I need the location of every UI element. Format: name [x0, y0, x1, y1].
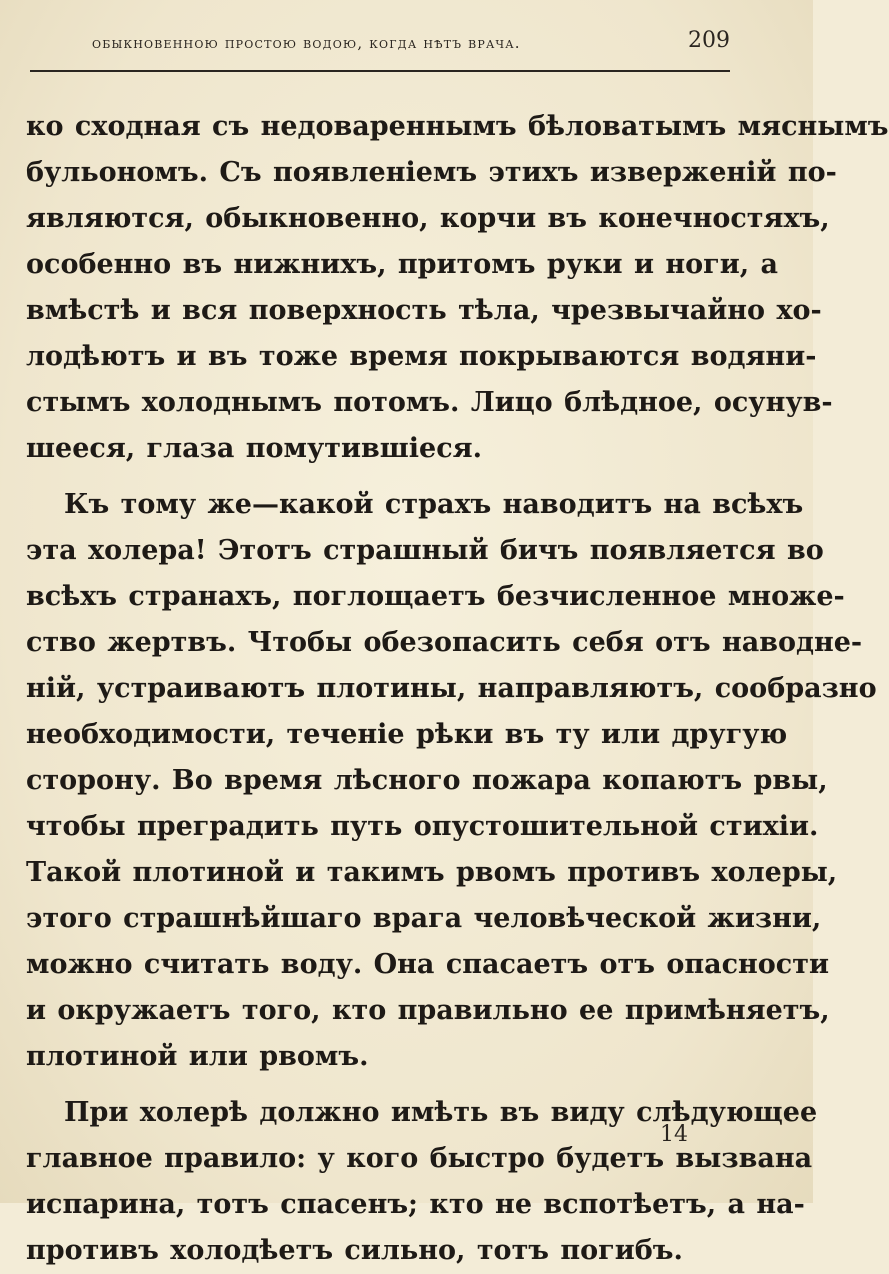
header-rule — [30, 70, 730, 72]
text-line: сторону. Во время лѣсного пожара копаютъ рвы, — [26, 765, 828, 796]
text-line: ко сходная съ недовареннымъ бѣловатымъ мяснымъ — [26, 111, 889, 142]
signature-mark: 14 — [660, 1122, 688, 1147]
text-line: этого страшнѣйшаго врага человѣческой жизни, — [26, 903, 822, 934]
paragraph-2 — [26, 482, 877, 1080]
paragraph-3 — [26, 1090, 818, 1274]
text-line: и окружаетъ того, кто правильно ее примѣняетъ, — [26, 995, 830, 1026]
text-line: Такой плотиной и такимъ рвомъ противъ холеры, — [26, 857, 838, 888]
text-line: необходимости, теченіе рѣки въ ту или другую — [26, 719, 788, 750]
text-line: плотиной или рвомъ. — [26, 1041, 369, 1072]
running-head — [30, 28, 730, 60]
text-line: чтобы преградить путь опустошительной стихіи. — [26, 811, 819, 842]
paragraph-gap — [26, 1080, 734, 1090]
text-line: являются, обыкновенно, корчи въ конечностяхъ, — [26, 203, 830, 234]
text-line: лодѣютъ и въ тоже время покрываются водяни- — [26, 341, 817, 372]
text-line: стымъ холоднымъ потомъ. Лицо блѣдное, осунув- — [26, 387, 833, 418]
text-line: особенно въ нижнихъ, притомъ руки и ноги, а — [26, 249, 779, 280]
body-text — [26, 104, 889, 1274]
text-line: главное правило: у кого быстро будетъ вызвана — [26, 1143, 813, 1174]
text-line: шееся, глаза помутившіеся. — [26, 433, 483, 464]
text-line: испарина, тотъ спасенъ; кто не вспотѣетъ, а на- — [26, 1189, 805, 1220]
text-line: вмѣстѣ и вся поверхность тѣла, чрезвычайно хо- — [26, 295, 822, 326]
paragraph-1 — [26, 104, 889, 472]
page-number: 209 — [688, 28, 730, 53]
text-line: всѣхъ странахъ, поглощаетъ безчисленное множе- — [26, 581, 845, 612]
text-line: бульономъ. Съ появленіемъ этихъ изверженій по- — [26, 157, 837, 188]
paragraph-gap — [26, 472, 734, 482]
text-line: можно считать воду. Она спасаетъ отъ опасности — [26, 949, 830, 980]
text-line: противъ холодѣетъ сильно, тотъ погибъ. — [26, 1235, 683, 1266]
running-head-title: обыкновенною простою водою, когда нѣтъ врача. — [92, 34, 521, 52]
text-line: ній, устраиваютъ плотины, направляютъ, сообразно — [26, 673, 877, 704]
text-line: При холерѣ должно имѣть въ виду слѣдующее — [64, 1097, 818, 1128]
text-line: Къ тому же—какой страхъ наводитъ на всѣхъ — [64, 489, 804, 520]
text-line: эта холера! Этотъ страшный бичъ появляется во — [26, 535, 824, 566]
text-line: ство жертвъ. Чтобы обезопасить себя отъ наводне- — [26, 627, 863, 658]
